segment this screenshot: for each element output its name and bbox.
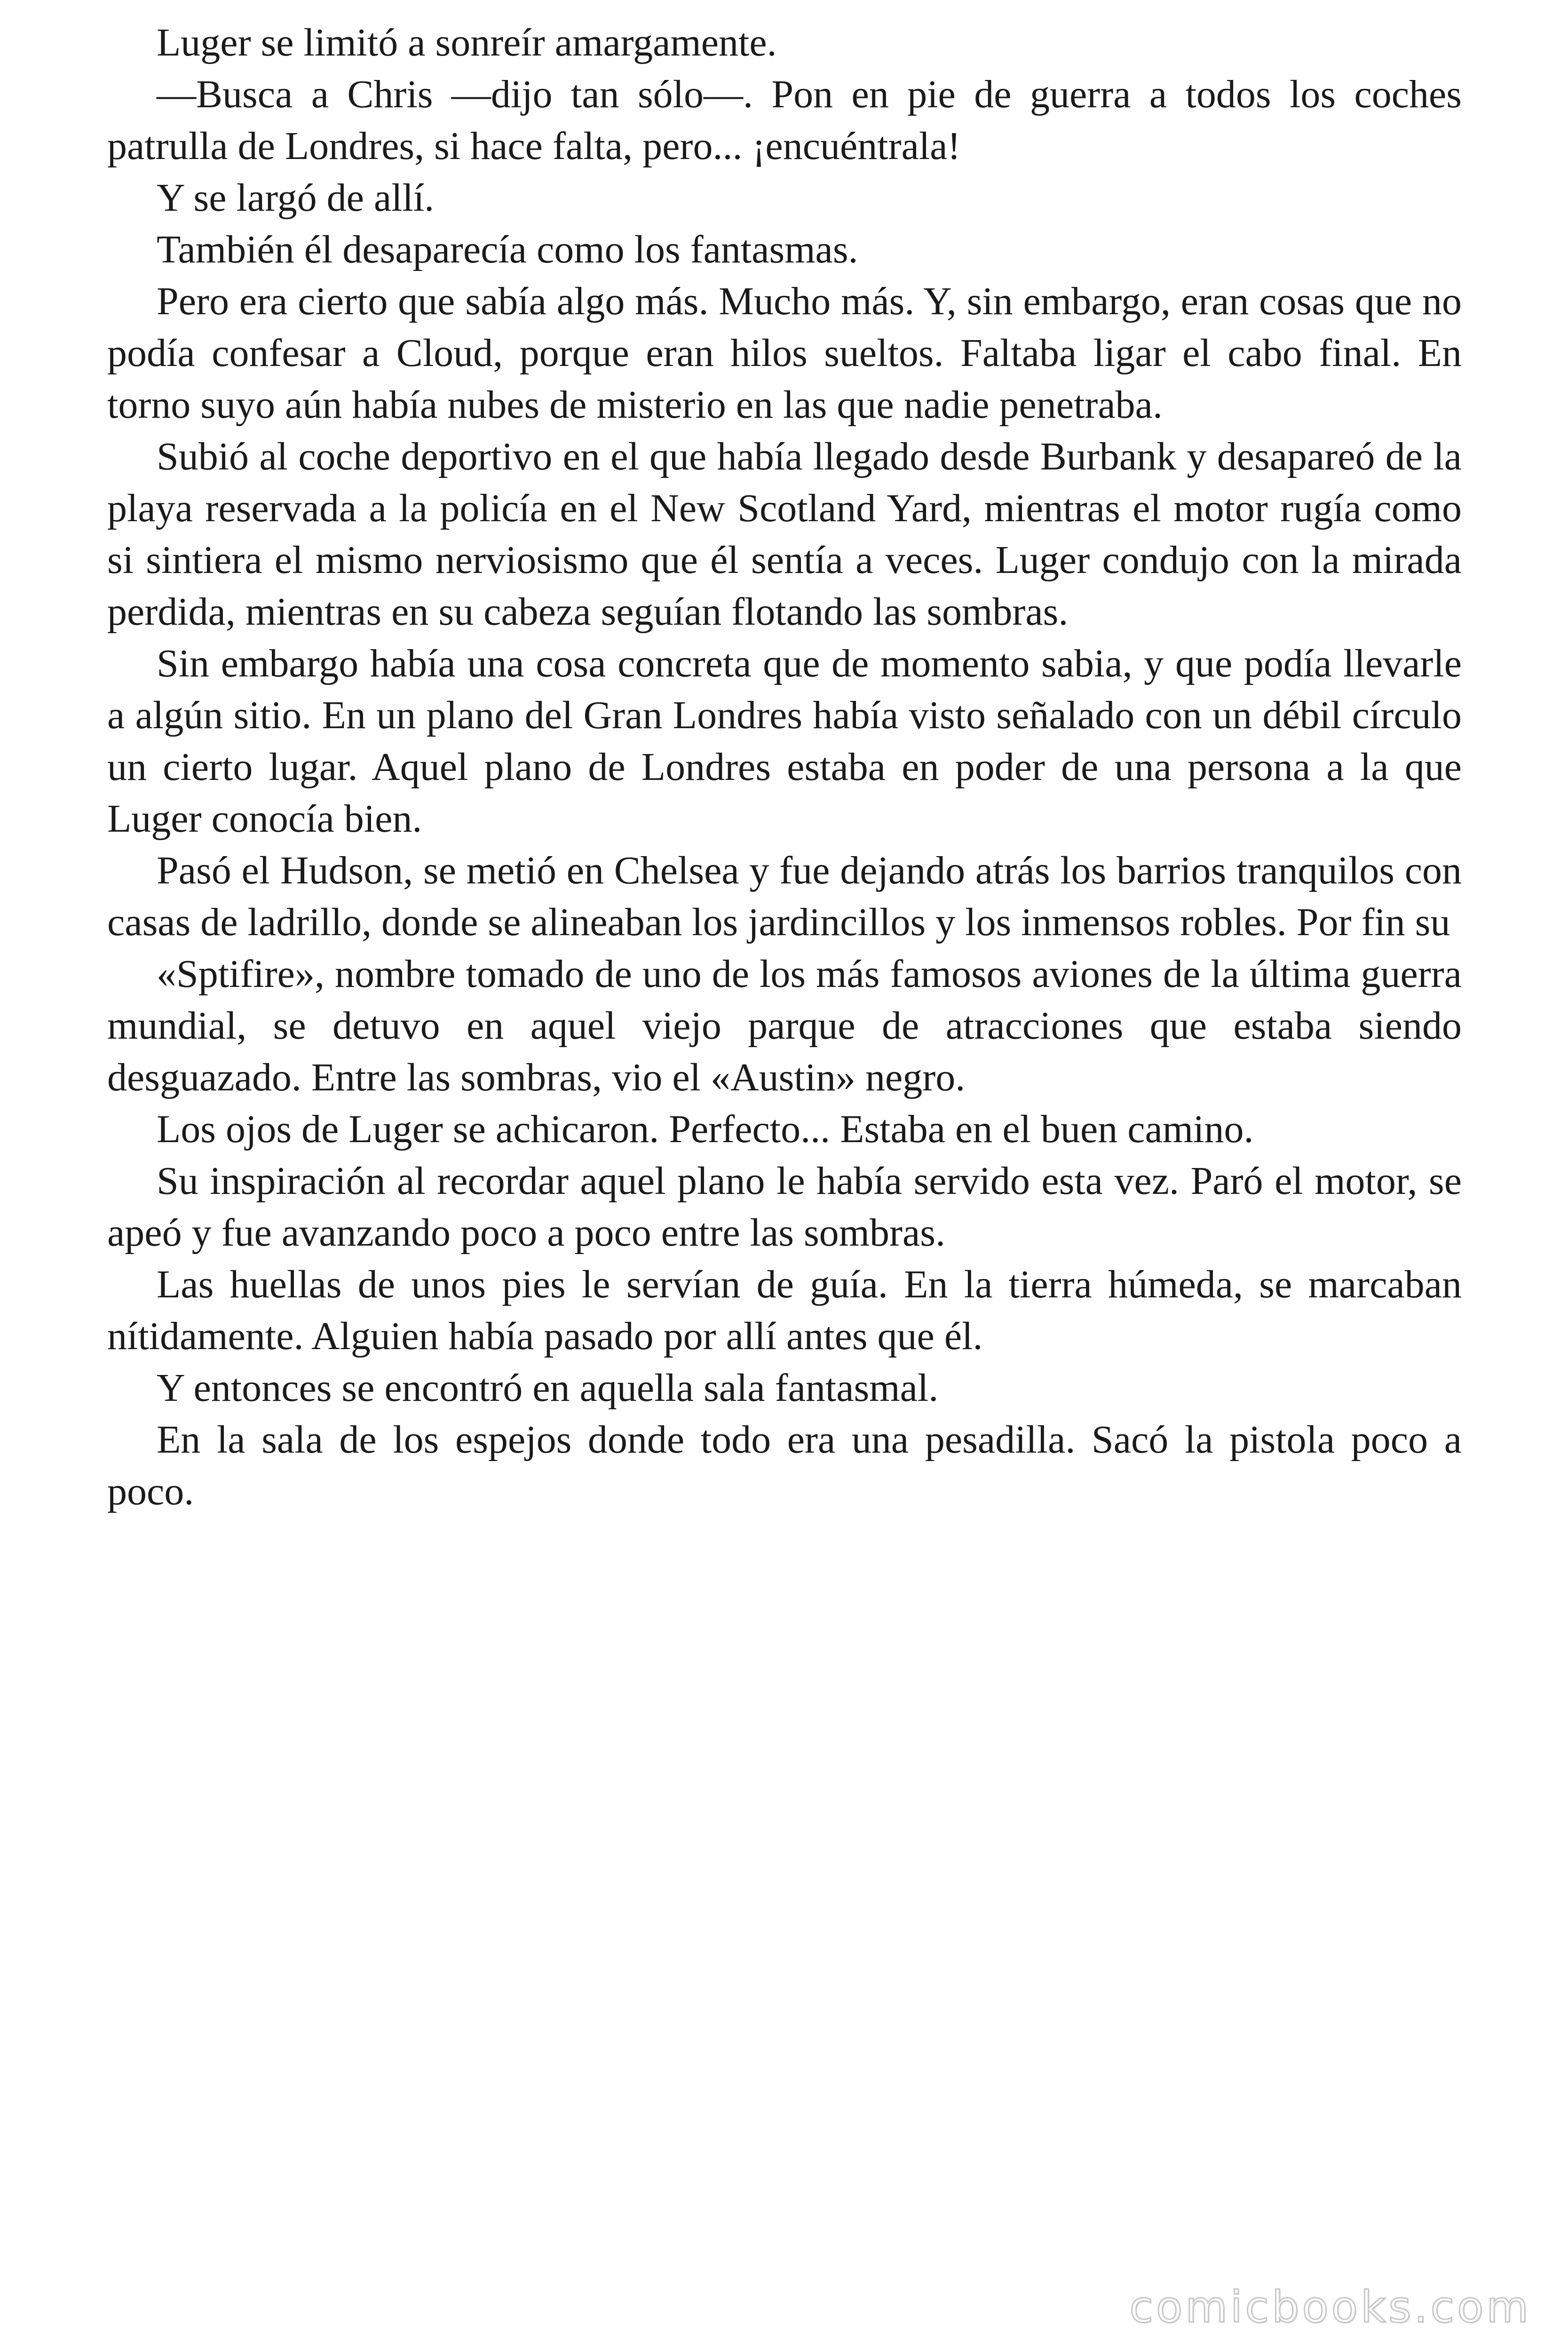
page-body: [107, 17, 1462, 1518]
paragraph: En la sala de los espejos donde todo era una pesadilla. Sacó la pistola poco a poco.: [107, 1418, 1462, 1513]
paragraph: Luger se limitó a sonreír amargamente.: [157, 21, 777, 64]
paragraph: Sin embargo había una cosa concreta que de momento sabia, y que podía llevarle a algún sitio. En un plano del Gran Londres había visto señalado con un débil círculo un cierto lugar. Aquel plano de Londres estaba en poder de una persona a la que Luger conocía bien.: [107, 642, 1462, 841]
paragraph: También él desaparecía como los fantasmas.: [157, 228, 858, 271]
paragraph: Las huellas de unos pies le servían de guía. En la tierra húmeda, se marcaban nítidamente. Alguien había pasado por allí antes que él.: [107, 1263, 1462, 1358]
paragraph: «Sptifire», nombre tomado de uno de los más famosos aviones de la última guerra mundial, se detuvo en aquel viejo parque de atracciones que estaba siendo desguazado. Entre las sombras, vio el «Austin» negro.: [107, 952, 1462, 1099]
paragraph: Pasó el Hudson, se metió en Chelsea y fue dejando atrás los barrios tranquilos con casas de ladrillo, donde se alineaban los jardincillos y los inmensos robles. Por fin su: [107, 849, 1462, 944]
paragraph: Pero era cierto que sabía algo más. Mucho más. Y, sin embargo, eran cosas que no podía confesar a Cloud, porque eran hilos sueltos. Faltaba ligar el cabo final. En torno suyo aún había nubes de misterio en las que nadie penetraba.: [107, 279, 1462, 427]
watermark: comicbooks.com: [1129, 2282, 1531, 2332]
paragraph: Y se largó de allí.: [157, 176, 435, 220]
paragraph: Los ojos de Luger se achicaron. Perfecto... Estaba en el buen camino.: [157, 1107, 1254, 1151]
paragraph: Su inspiración al recordar aquel plano le había servido esta vez. Paró el motor, se apeó y fue avanzando poco a poco entre las sombras.: [107, 1159, 1462, 1255]
paragraph: Y entonces se encontró en aquella sala fantasmal.: [157, 1366, 939, 1410]
paragraph: —Busca a Chris —dijo tan sólo—. Pon en pie de guerra a todos los coches patrulla de Londres, si hace falta, pero... ¡encuéntrala!: [107, 72, 1462, 168]
paragraph: Subió al coche deportivo en el que había llegado desde Burbank y desapareó de la playa reservada a la policía en el New Scotland Yard, mientras el motor rugía como si sintiera el mismo nerviosismo que él sentía a veces. Luger condujo con la mirada perdida, mientras en su cabeza seguían flotando las sombras.: [107, 435, 1462, 634]
